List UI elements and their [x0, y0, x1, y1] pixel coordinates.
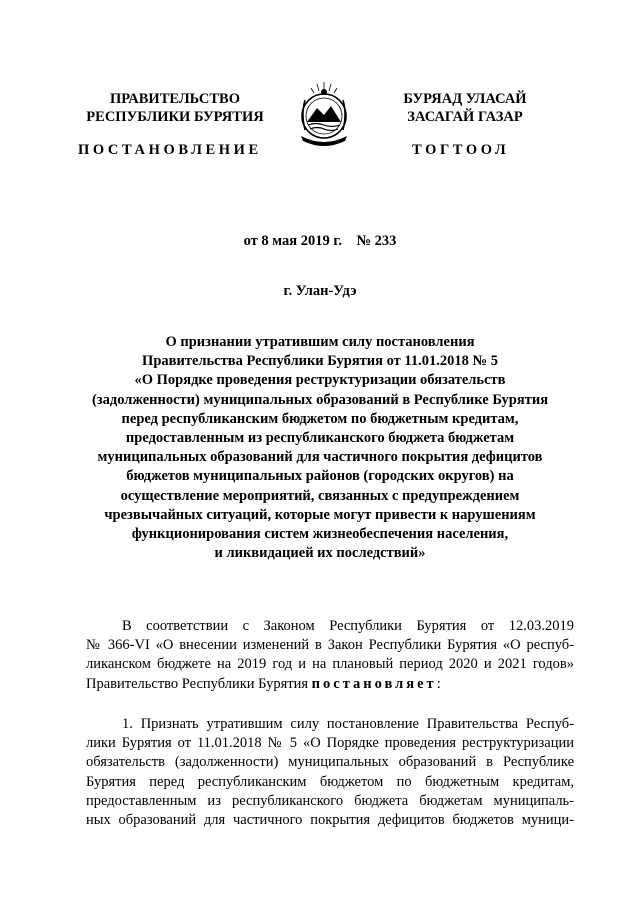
title-line: О признании утратившим силу постановления	[165, 334, 475, 350]
document-date-number: от 8 мая 2019 г. № 233	[243, 233, 397, 249]
header-right-org	[365, 90, 565, 126]
preamble-government-text: Правительство Республики Бурятия	[86, 675, 312, 692]
resolves-keyword: постановляет	[311, 675, 437, 692]
title-line: (задолженности) муниципальных образований в Республике Бурятия	[91, 391, 549, 408]
header-left-line-2: РЕСПУБЛИКИ БУРЯТИЯ	[86, 109, 264, 125]
clause-1-paragraph	[86, 715, 574, 830]
title-line: функционирования систем жизнеобеспечения населения,	[131, 526, 509, 543]
title-line: муниципальных образований для частичного покрытия дефицитов	[97, 449, 543, 466]
clause-line: ных образований для частичного покрытия дефицитов бюджетов муници-	[86, 812, 574, 829]
header-left-org	[75, 90, 275, 126]
clause-line: лики Бурятия от 11.01.2018 № 5 «О Порядке проведения реструктуризации	[86, 735, 574, 752]
preamble-line	[86, 675, 574, 694]
title-line: чрезвычайных ситуаций, которые могут привести к нарушениям	[104, 506, 536, 523]
title-line: бюджетов муниципальных районов (городских округов) на	[126, 468, 514, 485]
preamble-line: ликанском бюджете на 2019 год и на плановый период 2020 и 2021 годов»	[86, 656, 574, 673]
preamble-line: № 366-VI «О внесении изменений в Закон Республики Бурятия «О респуб-	[86, 637, 574, 654]
header-right-line-2: ЗАСАГАЙ ГАЗАР	[407, 109, 523, 125]
doc-type-bua: ТОГТООЛ	[412, 142, 510, 158]
title-line: предоставленным из республиканского бюджета бюджетам	[125, 430, 515, 447]
document-title	[30, 333, 610, 563]
preamble-line: В соответствии с Законом Республики Бурятия от 12.03.2019	[122, 618, 574, 634]
title-line: перед республиканским бюджетом по бюджетным кредитам,	[121, 410, 519, 427]
preamble-colon: :	[436, 675, 441, 692]
title-line: «О Порядке проведения реструктуризации обязательств	[134, 372, 506, 389]
clause-line: предоставленным из республиканского бюджета бюджетам муниципаль-	[86, 792, 574, 809]
title-line: и ликвидацией их последствий»	[214, 545, 426, 562]
document-city: г. Улан-Удэ	[283, 283, 357, 299]
doc-type-ru: ПОСТАНОВЛЕНИЕ	[78, 142, 262, 158]
coat-of-arms-icon	[293, 78, 355, 152]
header-right-line-1: БУРЯАД УЛАСАЙ	[403, 91, 527, 107]
clause-line: обязательств (задолженности) муниципальных образований в Республике	[86, 754, 574, 771]
title-line: Правительства Республики Бурятия от 11.01.2018 № 5	[142, 353, 498, 370]
title-line: осуществление мероприятий, связанных с предупреждением	[120, 487, 520, 504]
clause-line: Бурятия перед республиканским бюджетом по бюджетным кредитам,	[86, 773, 574, 790]
clause-line: 1. Признать утратившим силу постановление Правительства Респуб-	[122, 716, 574, 732]
preamble-paragraph	[86, 617, 574, 694]
header-left-line-1: ПРАВИТЕЛЬСТВО	[110, 91, 240, 107]
